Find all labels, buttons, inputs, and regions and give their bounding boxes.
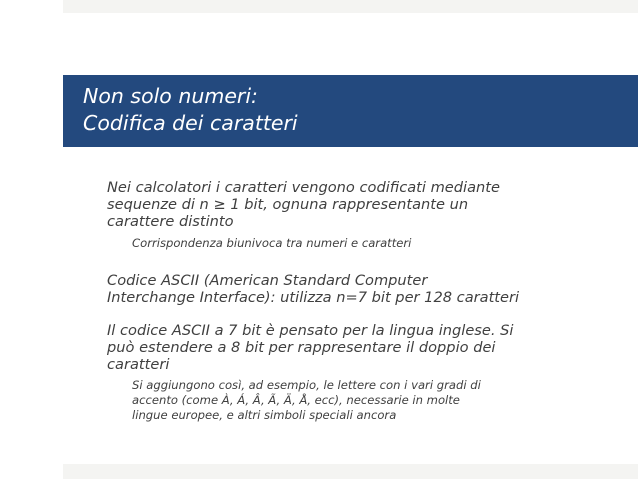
sub-bullet-3-line-1: Si aggiungono così, ad esempio, le lettere con i vari gradi di xyxy=(132,378,481,392)
sub-bullet-3-line-3: lingue europee, e altri simboli speciali ancora xyxy=(132,408,397,422)
bullet-3-line-3: caratteri xyxy=(107,356,170,373)
bottom-decorative-band xyxy=(63,464,638,479)
top-decorative-band xyxy=(63,0,638,13)
bullet-1-line-1: Nei calcolatori i caratteri vengono codificati mediante xyxy=(107,179,500,196)
slide-title-line-2: Codifica dei caratteri xyxy=(83,111,298,135)
bullet-3-line-2: può estendere a 8 bit per rappresentare il doppio dei xyxy=(107,339,496,356)
sub-bullet-3-line-2: accento (come À, Á, Â, Ã, Ä, Å, ecc), necessarie in molte xyxy=(132,393,460,407)
bullet-3-line-1: Il codice ASCII a 7 bit è pensato per la lingua inglese. Si xyxy=(107,322,514,339)
bullet-1-line-3: carattere distinto xyxy=(107,213,234,230)
sub-bullet-1-line-1: Corrispondenza biunivoca tra numeri e caratteri xyxy=(132,236,412,250)
bullet-2-line-1: Codice ASCII (American Standard Computer xyxy=(107,272,428,289)
slide-title-line-1: Non solo numeri: xyxy=(83,84,258,108)
title-bar xyxy=(63,75,638,147)
bullet-1-line-2: sequenze di n ≥ 1 bit, ognuna rappresentante un xyxy=(107,196,469,213)
bullet-2-line-2: Interchange Interface): utilizza n=7 bit per 128 caratteri xyxy=(107,289,520,306)
